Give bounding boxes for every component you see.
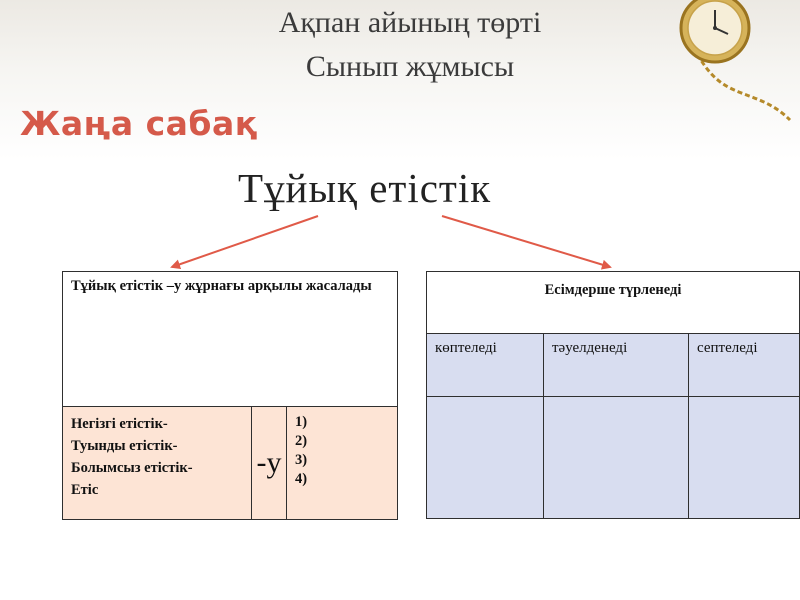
verb-type: Негізгі етістік-: [71, 416, 168, 432]
verb-type: Туынды етістік-: [71, 438, 178, 454]
work-type-heading: Сынып жұмысы: [305, 50, 515, 83]
numbers-cell: [287, 407, 398, 520]
category-case: септеледі: [689, 334, 800, 397]
verb-type: Етіс: [71, 482, 99, 498]
category-possessive: тәуелденеді: [544, 334, 689, 397]
verb-types-cell: [63, 407, 252, 520]
number-item: 3): [295, 452, 308, 468]
empty-cell: [427, 397, 544, 519]
inflection-header: Есімдерше түрленеді: [427, 272, 800, 334]
empty-cell: [544, 397, 689, 519]
topic-title: Тұйық етістік: [238, 165, 492, 211]
verb-type: Болымсыз етістік-: [71, 460, 193, 476]
empty-cell: [689, 397, 800, 519]
definition-cell: Тұйық етістік –у жұрнағы арқылы жасалады: [63, 272, 398, 407]
arrow-left: [172, 216, 318, 267]
category-plural: көптеледі: [427, 334, 544, 397]
number-item: 4): [295, 471, 308, 487]
section-title: Жаңа сабақ: [20, 104, 258, 143]
arrow-right: [442, 216, 610, 267]
number-item: 2): [295, 433, 308, 449]
infinitive-formation-table: [62, 271, 398, 520]
inflection-table: [426, 271, 800, 519]
suffix-cell: -у: [252, 407, 287, 520]
number-item: 1): [295, 414, 308, 430]
date-heading: Ақпан айының төрті: [278, 6, 542, 39]
